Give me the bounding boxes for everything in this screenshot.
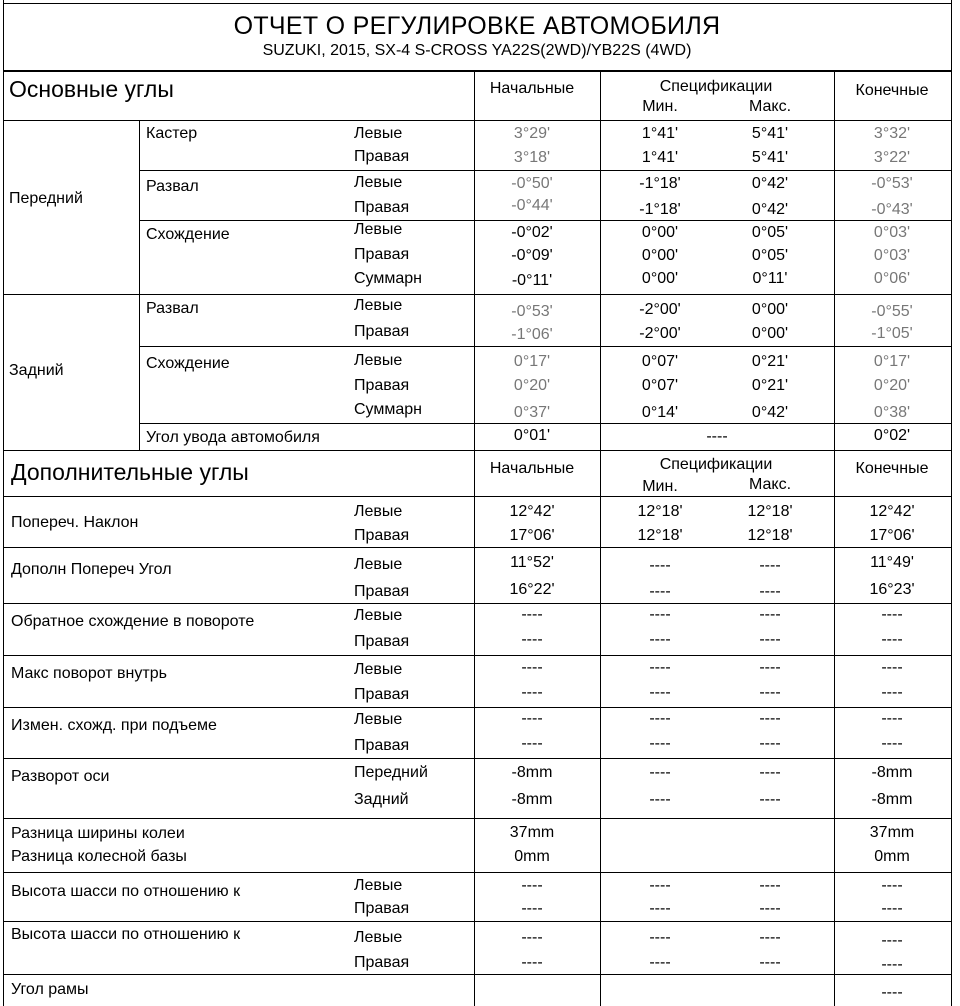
toe-curve-left-max: ---- bbox=[759, 710, 781, 727]
ride-height-1-left-side: Левые bbox=[354, 877, 403, 894]
front-caster-bottom-line bbox=[139, 170, 951, 171]
toe-out-turns-left-initial: ---- bbox=[521, 606, 543, 623]
included-right-max: ---- bbox=[759, 583, 781, 600]
toe-out-turns-right-max: ---- bbox=[759, 631, 781, 648]
max-turn-left-side: Левые bbox=[354, 661, 403, 678]
toe-curve-right-min: ---- bbox=[649, 735, 671, 752]
rear-camber-right-min: -2°00' bbox=[639, 325, 681, 342]
ride-height-1-right-initial: ---- bbox=[521, 900, 543, 917]
setback-rear-max: ---- bbox=[759, 791, 781, 808]
included-angle-label: Дополн Попереч Угол bbox=[11, 561, 172, 578]
rear-toe-left-max: 0°21' bbox=[751, 353, 789, 370]
toe-out-turns-right-min: ---- bbox=[649, 631, 671, 648]
front-caster-right-final: 3°22' bbox=[873, 149, 911, 166]
front-caster-left-max: 5°41' bbox=[751, 125, 789, 142]
rear-camber-right-side: Правая bbox=[354, 323, 410, 340]
toe-out-turns-right-initial: ---- bbox=[521, 631, 543, 648]
included-left-final: 11°49' bbox=[870, 554, 914, 571]
front-caster-right-initial: 3°18' bbox=[513, 149, 551, 166]
rear-toe-right-min: 0°07' bbox=[641, 377, 679, 394]
rear-toe-right-final: 0°20' bbox=[873, 377, 911, 394]
front-group-label: Передний bbox=[9, 190, 83, 207]
ride-height-2-bottom-line bbox=[3, 974, 951, 975]
sai-right-final: 17°06' bbox=[869, 527, 915, 544]
main-div-spec bbox=[600, 70, 601, 450]
rear-toe-left-initial: 0°17' bbox=[513, 353, 551, 370]
thrust-angle-spec: ---- bbox=[706, 428, 728, 445]
rear-toe-total-side: Суммарн bbox=[354, 401, 423, 418]
toe-out-turns-right-side: Правая bbox=[354, 633, 410, 650]
thrust-angle-label: Угол увода автомобиля bbox=[146, 429, 320, 446]
rear-toe-right-side: Правая bbox=[354, 377, 410, 394]
rear-toe-right-initial: 0°20' bbox=[513, 377, 551, 394]
main-bottom-line bbox=[3, 450, 951, 451]
max-turn-right-final: ---- bbox=[881, 684, 903, 701]
rear-camber-left-side: Левые bbox=[354, 297, 403, 314]
rear-camber-left-initial: -0°53' bbox=[511, 303, 553, 320]
toe-curve-right-final: ---- bbox=[881, 735, 903, 752]
included-left-side: Левые bbox=[354, 556, 403, 573]
front-camber-right-min: -1°18' bbox=[639, 201, 681, 218]
max-turn-left-initial: ---- bbox=[521, 659, 543, 676]
main-col-spec: Спецификации bbox=[659, 78, 773, 95]
main-header-top-line bbox=[3, 70, 951, 72]
additional-col-initial: Начальные bbox=[489, 460, 575, 477]
left-border bbox=[3, 0, 4, 1006]
ride-height-2-left-side: Левые bbox=[354, 929, 403, 946]
rear-camber-right-max: 0°00' bbox=[751, 325, 789, 342]
front-toe-label: Схождение bbox=[146, 226, 230, 243]
max-turn-right-side: Правая bbox=[354, 686, 410, 703]
toe-out-turns-left-final: ---- bbox=[881, 606, 903, 623]
included-left-initial: 11°52' bbox=[510, 554, 554, 571]
setback-front-final: -8mm bbox=[871, 764, 913, 781]
front-camber-bottom-line bbox=[139, 220, 951, 221]
front-toe-right-min: 0°00' bbox=[641, 247, 679, 264]
rear-camber-bottom-line bbox=[139, 346, 951, 347]
add-div-spec bbox=[600, 450, 601, 1006]
sai-bottom-line bbox=[3, 547, 951, 548]
additional-col-final: Конечные bbox=[855, 460, 929, 477]
main-header-bottom-line bbox=[3, 120, 951, 121]
wheelbase-diff-label: Разница колесной базы bbox=[11, 848, 187, 865]
ride-height-1-right-side: Правая bbox=[354, 900, 410, 917]
front-group-bottom-line bbox=[3, 294, 951, 295]
toe-out-turns-bottom-line bbox=[3, 655, 951, 656]
setback-front-initial: -8mm bbox=[511, 764, 553, 781]
front-toe-left-max: 0°05' bbox=[751, 224, 789, 241]
additional-section-title: Дополнительные углы bbox=[11, 459, 249, 485]
front-camber-left-final: -0°53' bbox=[871, 175, 913, 192]
setback-rear-initial: -8mm bbox=[511, 791, 553, 808]
toe-curve-left-final: ---- bbox=[881, 710, 903, 727]
rear-group-label: Задний bbox=[9, 362, 64, 379]
front-toe-left-initial: -0°02' bbox=[511, 224, 553, 241]
sai-right-max: 12°18' bbox=[747, 527, 793, 544]
front-toe-total-initial: -0°11' bbox=[511, 272, 553, 289]
track-diff-label: Разница ширины колеи bbox=[11, 825, 185, 842]
front-caster-left-min: 1°41' bbox=[641, 125, 679, 142]
setback-label: Разворот оси bbox=[11, 768, 110, 785]
sai-left-side: Левые bbox=[354, 503, 403, 520]
report-subtitle: SUZUKI, 2015, SX-4 S-CROSS YA22S(2WD)/YB22S (4WD) bbox=[262, 42, 692, 59]
toe-curve-left-initial: ---- bbox=[521, 710, 543, 727]
top-edge-line bbox=[3, 3, 951, 4]
track-diff-initial: 37mm bbox=[509, 824, 555, 841]
included-left-min: ---- bbox=[649, 557, 671, 574]
ride-height-1-right-min: ---- bbox=[649, 900, 671, 917]
toe-out-turns-left-max: ---- bbox=[759, 606, 781, 623]
toe-out-turns-left-side: Левые bbox=[354, 607, 403, 624]
rear-toe-total-min: 0°14' bbox=[641, 404, 679, 421]
front-toe-total-min: 0°00' bbox=[641, 270, 679, 287]
included-bottom-line bbox=[3, 603, 951, 604]
front-toe-total-max: 0°11' bbox=[752, 270, 788, 287]
setback-rear-final: -8mm bbox=[871, 791, 913, 808]
ride-height-2-left-max: ---- bbox=[759, 929, 781, 946]
track-diff-final: 37mm bbox=[869, 824, 915, 841]
sai-left-final: 12°42' bbox=[869, 503, 915, 520]
main-col-min: Мин. bbox=[642, 98, 678, 115]
front-toe-right-initial: -0°09' bbox=[511, 247, 553, 264]
front-toe-left-side: Левые bbox=[354, 221, 403, 238]
max-turn-left-final: ---- bbox=[881, 659, 903, 676]
diff-bottom-line bbox=[3, 872, 951, 873]
front-camber-left-side: Левые bbox=[354, 174, 403, 191]
front-camber-right-initial: -0°44' bbox=[511, 197, 553, 214]
thrust-angle-initial: 0°01' bbox=[513, 427, 551, 444]
rear-toe-left-side: Левые bbox=[354, 352, 403, 369]
toe-curve-left-min: ---- bbox=[649, 710, 671, 727]
included-right-final: 16°23' bbox=[869, 581, 915, 598]
included-right-side: Правая bbox=[354, 583, 410, 600]
toe-out-turns-left-min: ---- bbox=[649, 606, 671, 623]
front-toe-right-side: Правая bbox=[354, 246, 410, 263]
front-toe-total-side: Суммарн bbox=[354, 270, 423, 287]
rear-camber-left-final: -0°55' bbox=[871, 303, 913, 320]
toe-out-turns-label: Обратное схождение в повороте bbox=[11, 613, 255, 630]
front-caster-right-side: Правая bbox=[354, 148, 410, 165]
max-turn-left-max: ---- bbox=[759, 659, 781, 676]
rear-toe-total-max: 0°42' bbox=[751, 404, 789, 421]
ride-height-2-label: Высота шасси по отношению к bbox=[11, 926, 241, 943]
additional-header-bottom-line bbox=[3, 496, 951, 497]
ride-height-2-right-initial: ---- bbox=[521, 954, 543, 971]
setback-rear-min: ---- bbox=[649, 791, 671, 808]
frame-angle-final: ---- bbox=[881, 984, 903, 1001]
sai-right-min: 12°18' bbox=[637, 527, 683, 544]
ride-height-1-bottom-line bbox=[3, 921, 951, 922]
front-camber-left-max: 0°42' bbox=[751, 175, 789, 192]
max-turn-right-initial: ---- bbox=[521, 684, 543, 701]
rear-toe-left-final: 0°17' bbox=[873, 353, 911, 370]
additional-col-max: Макс. bbox=[748, 476, 792, 493]
rear-toe-total-final: 0°38' bbox=[873, 404, 911, 421]
ride-height-1-left-final: ---- bbox=[881, 877, 903, 894]
front-caster-right-max: 5°41' bbox=[751, 149, 789, 166]
front-caster-left-initial: 3°29' bbox=[513, 125, 551, 142]
ride-height-2-right-min: ---- bbox=[649, 954, 671, 971]
ride-height-2-right-max: ---- bbox=[759, 954, 781, 971]
wheelbase-diff-initial: 0mm bbox=[514, 848, 550, 865]
rear-camber-right-initial: -1°06' bbox=[511, 326, 553, 343]
front-toe-total-final: 0°06' bbox=[873, 270, 911, 287]
rear-camber-right-final: -1°05' bbox=[871, 325, 913, 342]
setback-front-min: ---- bbox=[649, 764, 671, 781]
rear-toe-left-min: 0°07' bbox=[641, 353, 679, 370]
front-toe-right-max: 0°05' bbox=[751, 247, 789, 264]
toe-out-turns-right-final: ---- bbox=[881, 631, 903, 648]
main-col-max: Макс. bbox=[748, 98, 792, 115]
rear-camber-left-min: -2°00' bbox=[639, 301, 681, 318]
toe-curve-label: Измен. схожд. при подъеме bbox=[11, 717, 217, 734]
rear-toe-label: Схождение bbox=[146, 355, 230, 372]
rear-camber-left-max: 0°00' bbox=[751, 301, 789, 318]
included-left-max: ---- bbox=[759, 557, 781, 574]
front-caster-left-final: 3°32' bbox=[873, 125, 911, 142]
additional-col-min: Мин. bbox=[642, 478, 678, 495]
ride-height-2-left-initial: ---- bbox=[521, 929, 543, 946]
rear-toe-total-initial: 0°37' bbox=[513, 404, 551, 421]
front-camber-left-min: -1°18' bbox=[639, 175, 681, 192]
main-col-final: Конечные bbox=[855, 82, 929, 99]
sai-right-side: Правая bbox=[354, 527, 410, 544]
setback-front-side: Передний bbox=[354, 764, 428, 781]
front-camber-right-max: 0°42' bbox=[751, 201, 789, 218]
setback-front-max: ---- bbox=[759, 764, 781, 781]
ride-height-1-right-final: ---- bbox=[881, 900, 903, 917]
report-title: ОТЧЕТ О РЕГУЛИРОВКЕ АВТОМОБИЛЯ bbox=[233, 12, 721, 40]
toe-curve-right-side: Правая bbox=[354, 737, 410, 754]
ride-height-2-right-side: Правая bbox=[354, 954, 410, 971]
main-col-initial: Начальные bbox=[489, 80, 575, 97]
ride-height-1-left-max: ---- bbox=[759, 877, 781, 894]
front-toe-left-min: 0°00' bbox=[641, 224, 679, 241]
toe-curve-bottom-line bbox=[3, 758, 951, 759]
thrust-angle-final: 0°02' bbox=[873, 427, 911, 444]
main-section-title: Основные углы bbox=[9, 76, 174, 102]
setback-rear-side: Задний bbox=[354, 791, 409, 808]
ride-height-1-left-initial: ---- bbox=[521, 877, 543, 894]
sai-left-min: 12°18' bbox=[637, 503, 683, 520]
ride-height-2-left-final: ---- bbox=[881, 932, 903, 949]
front-camber-label: Развал bbox=[146, 178, 199, 195]
sai-label: Попереч. Наклон bbox=[11, 514, 139, 531]
front-toe-left-final: 0°03' bbox=[873, 224, 911, 241]
toe-curve-right-max: ---- bbox=[759, 735, 781, 752]
included-right-initial: 16°22' bbox=[509, 581, 555, 598]
setback-bottom-line bbox=[3, 818, 951, 819]
sai-left-initial: 12°42' bbox=[509, 503, 555, 520]
max-turn-bottom-line bbox=[3, 707, 951, 708]
front-caster-label: Кастер bbox=[146, 125, 198, 142]
ride-height-1-left-min: ---- bbox=[649, 877, 671, 894]
ride-height-2-right-final: ---- bbox=[881, 956, 903, 973]
right-border bbox=[951, 0, 952, 1006]
toe-curve-left-side: Левые bbox=[354, 711, 403, 728]
front-caster-left-side: Левые bbox=[354, 125, 403, 142]
rear-toe-bottom-line bbox=[139, 423, 951, 424]
front-camber-left-initial: -0°50' bbox=[511, 175, 553, 192]
ride-height-1-right-max: ---- bbox=[759, 900, 781, 917]
front-camber-right-final: -0°43' bbox=[871, 201, 913, 218]
toe-curve-right-initial: ---- bbox=[521, 735, 543, 752]
max-turn-right-max: ---- bbox=[759, 684, 781, 701]
included-right-min: ---- bbox=[649, 583, 671, 600]
wheelbase-diff-final: 0mm bbox=[874, 848, 910, 865]
rear-toe-right-max: 0°21' bbox=[751, 377, 789, 394]
sai-left-max: 12°18' bbox=[747, 503, 793, 520]
front-camber-right-side: Правая bbox=[354, 199, 410, 216]
ride-height-1-label: Высота шасси по отношению к bbox=[11, 883, 241, 900]
additional-col-spec: Спецификации bbox=[659, 456, 773, 473]
front-toe-right-final: 0°03' bbox=[873, 247, 911, 264]
front-caster-right-min: 1°41' bbox=[641, 149, 679, 166]
max-turn-label: Макс поворот внутрь bbox=[11, 665, 167, 682]
frame-angle-label: Угол рамы bbox=[11, 981, 89, 998]
sai-right-initial: 17°06' bbox=[509, 527, 555, 544]
ride-height-2-left-min: ---- bbox=[649, 929, 671, 946]
max-turn-right-min: ---- bbox=[649, 684, 671, 701]
rear-camber-label: Развал bbox=[146, 300, 199, 317]
max-turn-left-min: ---- bbox=[649, 659, 671, 676]
